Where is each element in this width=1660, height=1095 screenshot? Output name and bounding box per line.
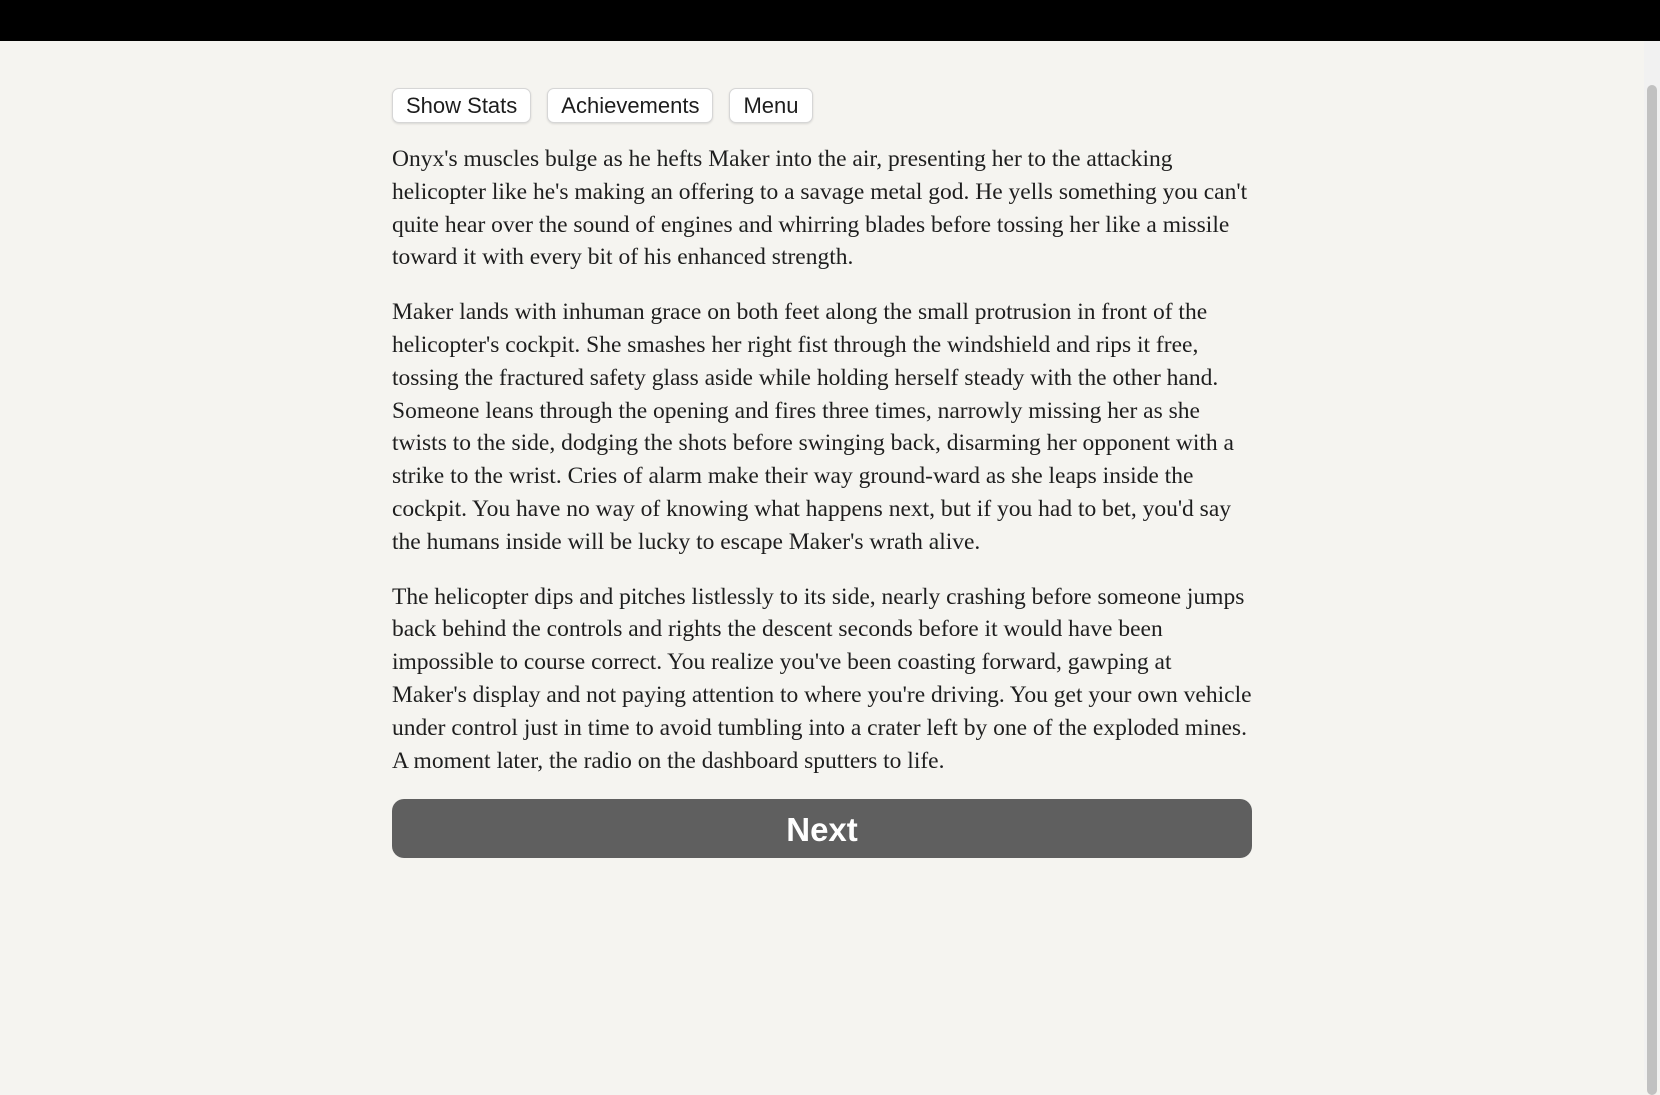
game-container (392, 88, 1252, 858)
next-button[interactable]: Next (392, 799, 1252, 858)
scrollbar-thumb[interactable] (1647, 85, 1657, 1095)
toolbar (392, 88, 1252, 123)
story-paragraph: The helicopter dips and pitches listlessly to its side, nearly crashing before someone jumps back behind the controls and rights the descent seconds before it would have been impossible to course correct. You realize you've been coasting forward, gawping at Maker's display and not paying attention to where you're driving. You get your own vehicle under control just in time to avoid tumbling into a crater left by one of the exploded mines. A moment later, the radio on the dashboard sputters to life. (392, 583, 1252, 774)
menu-button[interactable]: Menu (729, 88, 812, 123)
achievements-button[interactable]: Achievements (547, 88, 713, 123)
show-stats-button[interactable]: Show Stats (392, 88, 531, 123)
story-paragraph: Onyx's muscles bulge as he hefts Maker into the air, presenting her to the attacking helicopter like he's making an offering to a savage metal god. He yells something you can't quite hear over the sound of engines and whirring blades before tossing her like a missile toward it with every bit of his enhanced strength. (392, 146, 1248, 271)
browser-top-bar (0, 0, 1660, 41)
scrollbar-track[interactable] (1644, 41, 1660, 1080)
story-text (392, 143, 1252, 777)
story-paragraph: Maker lands with inhuman grace on both feet along the small protrusion in front of the helicopter's cockpit. She smashes her right fist through the windshield and rips it free, tossing the fractured safety glass aside while holding herself steady with the other hand. Someone leans through the opening and fires three times, narrowly missing her as she twists to the side, dodging the shots before swinging back, disarming her opponent with a strike to the wrist. Cries of alarm make their way ground-ward as she leaps inside the cockpit. You have no way of knowing what happens next, but if you had to bet, you'd say the humans inside will be lucky to escape Maker's wrath alive. (392, 299, 1234, 555)
